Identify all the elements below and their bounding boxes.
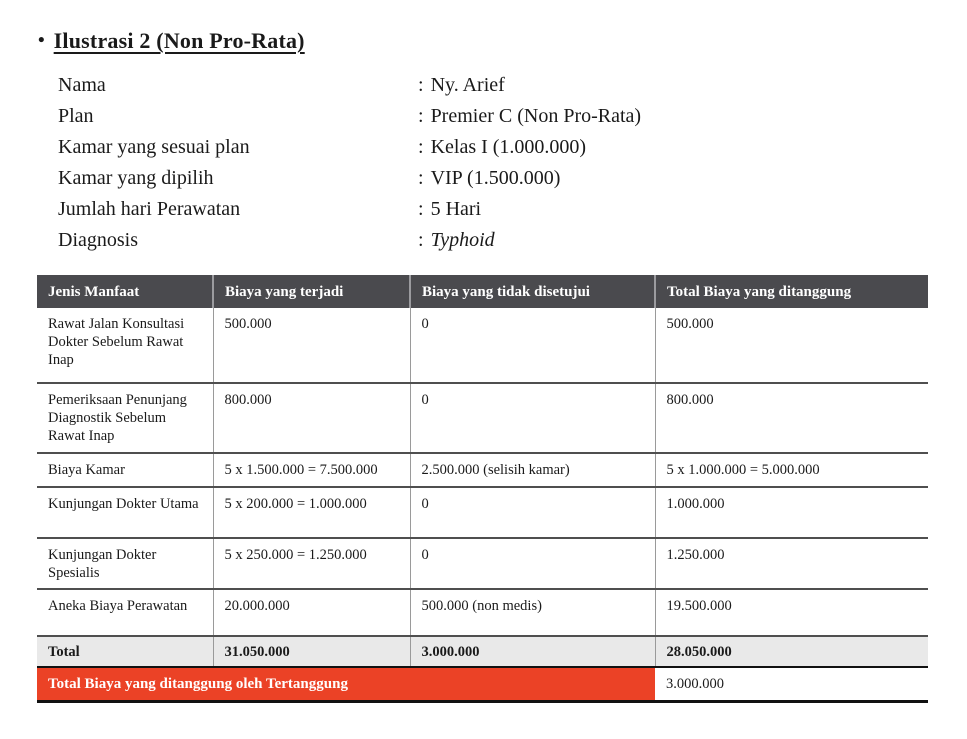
cell-terjadi: 5 x 200.000 = 1.000.000 bbox=[213, 487, 410, 538]
cell-tidak-disetujui: 0 bbox=[410, 538, 655, 589]
cell-manfaat: Kunjungan Dokter Spesialis bbox=[37, 538, 213, 589]
footer-row bbox=[37, 667, 928, 701]
info-colon: : bbox=[418, 198, 424, 220]
table-row bbox=[37, 538, 928, 589]
info-colon: : bbox=[418, 105, 424, 127]
info-value: 5 Hari bbox=[430, 198, 482, 220]
cell-terjadi: 5 x 250.000 = 1.250.000 bbox=[213, 538, 410, 589]
cell-terjadi: 20.000.000 bbox=[213, 589, 410, 636]
total-terjadi: 31.050.000 bbox=[213, 636, 410, 667]
table-row bbox=[37, 589, 928, 636]
cell-terjadi: 500.000 bbox=[213, 308, 410, 383]
cell-tidak-disetujui: 2.500.000 (selisih kamar) bbox=[410, 453, 655, 487]
info-colon: : bbox=[418, 167, 424, 189]
info-row-kamar-sesuai bbox=[58, 132, 929, 163]
info-row-diagnosis bbox=[58, 225, 929, 256]
total-label: Total bbox=[37, 636, 213, 667]
table-row bbox=[37, 383, 928, 453]
footer-label: Total Biaya yang ditanggung oleh Tertanggung bbox=[37, 667, 655, 701]
patient-info-list bbox=[58, 70, 929, 256]
total-ditanggung: 28.050.000 bbox=[655, 636, 928, 667]
header-cell-total-ditanggung: Total Biaya yang ditanggung bbox=[655, 275, 928, 308]
table-row bbox=[37, 487, 928, 538]
info-value: Kelas I (1.000.000) bbox=[430, 136, 587, 158]
info-row-plan bbox=[58, 101, 929, 132]
page-title-text: Ilustrasi 2 (Non Pro-Rata) bbox=[53, 28, 305, 53]
info-colon: : bbox=[418, 229, 424, 251]
header-cell-jenis-manfaat: Jenis Manfaat bbox=[37, 275, 213, 308]
table-row bbox=[37, 453, 928, 487]
cell-ditanggung: 19.500.000 bbox=[655, 589, 928, 636]
info-label: Nama bbox=[58, 74, 106, 96]
bullet-icon: • bbox=[38, 30, 45, 51]
header-cell-biaya-tidak-disetujui: Biaya yang tidak disetujui bbox=[410, 275, 655, 308]
info-colon: : bbox=[418, 136, 424, 158]
info-row-nama bbox=[58, 70, 929, 101]
table-row bbox=[37, 308, 928, 383]
cell-tidak-disetujui: 0 bbox=[410, 308, 655, 383]
total-tidak-disetujui: 3.000.000 bbox=[410, 636, 655, 667]
cell-manfaat: Pemeriksaan Penunjang Diagnostik Sebelum Rawat Inap bbox=[37, 383, 213, 453]
info-colon: : bbox=[418, 74, 424, 96]
total-row bbox=[37, 636, 928, 667]
header-cell-biaya-terjadi: Biaya yang terjadi bbox=[213, 275, 410, 308]
info-value: Ny. Arief bbox=[430, 74, 505, 96]
info-row-kamar-dipilih bbox=[58, 163, 929, 194]
info-label: Jumlah hari Perawatan bbox=[58, 198, 241, 220]
cell-manfaat: Biaya Kamar bbox=[37, 453, 213, 487]
page-title bbox=[38, 28, 929, 54]
cell-ditanggung: 800.000 bbox=[655, 383, 928, 453]
cell-ditanggung: 5 x 1.000.000 = 5.000.000 bbox=[655, 453, 928, 487]
table-header-row bbox=[37, 275, 928, 308]
info-label: Diagnosis bbox=[58, 229, 138, 251]
info-value: VIP (1.500.000) bbox=[430, 167, 561, 189]
cell-ditanggung: 500.000 bbox=[655, 308, 928, 383]
info-row-jumlah-hari bbox=[58, 194, 929, 225]
info-label: Plan bbox=[58, 105, 94, 127]
cell-tidak-disetujui: 0 bbox=[410, 487, 655, 538]
cell-manfaat: Kunjungan Dokter Utama bbox=[37, 487, 213, 538]
info-label: Kamar yang sesuai plan bbox=[58, 136, 250, 158]
footer-value: 3.000.000 bbox=[655, 667, 928, 701]
cell-tidak-disetujui: 500.000 (non medis) bbox=[410, 589, 655, 636]
cell-ditanggung: 1.250.000 bbox=[655, 538, 928, 589]
info-value: Premier C (Non Pro-Rata) bbox=[430, 105, 642, 127]
cell-tidak-disetujui: 0 bbox=[410, 383, 655, 453]
info-value: Typhoid bbox=[430, 229, 495, 251]
info-label: Kamar yang dipilih bbox=[58, 167, 214, 189]
cell-manfaat: Rawat Jalan Konsultasi Dokter Sebelum Rawat Inap bbox=[37, 308, 213, 383]
cell-terjadi: 5 x 1.500.000 = 7.500.000 bbox=[213, 453, 410, 487]
cell-terjadi: 800.000 bbox=[213, 383, 410, 453]
cell-manfaat: Aneka Biaya Perawatan bbox=[37, 589, 213, 636]
cell-ditanggung: 1.000.000 bbox=[655, 487, 928, 538]
benefits-table bbox=[37, 275, 928, 703]
